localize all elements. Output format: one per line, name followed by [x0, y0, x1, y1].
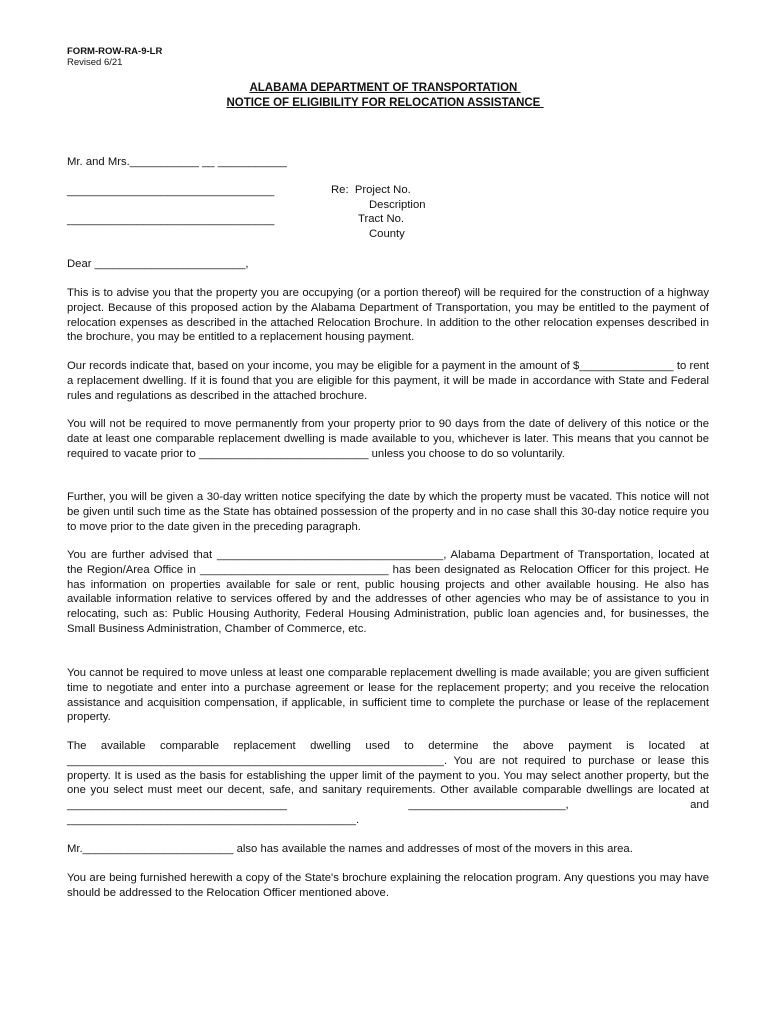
addressee-line: Mr. and Mrs.___________ __ ___________ [67, 156, 287, 168]
address-line-2: _________________________________ [67, 214, 275, 226]
re-project-label: Re: Project No. [331, 184, 411, 196]
form-id: FORM-ROW-RA-9-LR [67, 46, 163, 57]
paragraph-purpose: This is to advise you that the property you are occupying (or a portion thereof) will be required for the construction of a highway project. Because of this proposed action by the Alabama Department of Transportation, you may be entitled to the payment of relocation expenses as described in the attached Relocation Brochure. In addition to the other relocation expenses described in the brochure, you may be entitled to a replacement housing payment. [67, 287, 709, 344]
paragraph-comparable-dwelling: The available comparable replacement dwelling used to determine the above payment is located at ____________________________________________________________. You are not required to purchase or lease this property. It is used as the basis for establishing the upper limit of the payment to you. You may select another property, but the one you select must meet our decent, safe, and sanitary requirements. Other available comparable dwellings are located at ___________________________________ _________________________, and ______________________________________________. [67, 740, 709, 826]
paragraph-movers: Mr.________________________ also has available the names and addresses of most of the movers in this area. [67, 843, 633, 855]
paragraph-brochure: You are being furnished herewith a copy of the State's brochure explaining the relocation program. Any questions you may have should be addressed to the Relocation Officer mentioned above. [67, 872, 709, 899]
paragraph-relocation-officer: You are further advised that ____________________________________, Alabama Department of Transportation, located at the Region/Area Office in ______________________________ has been designated as Relocation Officer for this project. He has information on properties available for sale or rent, public housing projects and other available housing. He also has available information relative to services offered by and the addresses of other agencies who may be of assistance to you in relocating, such as: Public Housing Authority, Federal Housing Administration, public loan agencies and, for businesses, the Small Business Administration, Chamber of Commerce, etc. [67, 549, 709, 635]
revision-date: Revised 6/21 [67, 57, 123, 68]
address-line-1: _________________________________ [67, 185, 275, 197]
paragraph-90-days: You will not be required to move permanently from your property prior to 90 days from the date of delivery of this notice or the date at least one comparable replacement dwelling is made available to you, whichever is later. This means that you cannot be required to vacate prior to ___________________________ unless you choose to do so voluntarily. [67, 418, 709, 460]
re-tract-label: Tract No. [358, 213, 405, 225]
paragraph-30-day-notice: Further, you will be given a 30-day written notice specifying the date by which the property must be vacated. This notice will not be given until such time as the State has obtained possession of the property and in no case shall this 30-day notice require you to move prior to the date given in the preceding paragraph. [67, 491, 709, 533]
title-notice: NOTICE OF ELIGIBILITY FOR RELOCATION ASSISTANCE [226, 97, 544, 109]
paragraph-replacement-dwelling: You cannot be required to move unless at least one comparable replacement dwelling is made available; you are given sufficient time to negotiate and enter into a purchase agreement or lease for the replacement property; and you receive the relocation assistance and acquisition compensation, if applicable, in sufficient time to complete the purchase or lease of the replacement property. [67, 667, 709, 724]
re-description-label: Description [369, 199, 426, 211]
title-agency: ALABAMA DEPARTMENT OF TRANSPORTATION [249, 82, 521, 94]
re-county-label: County [369, 228, 405, 240]
dear-line: Dear ________________________, [67, 258, 249, 270]
paragraph-payment-amount: Our records indicate that, based on your income, you may be eligible for a payment in the amount of $_______________ to rent a replacement dwelling. If it is found that you are eligible for this payment, it will be made in accordance with State and Federal rules and regulations as described in the attached brochure. [67, 360, 709, 402]
